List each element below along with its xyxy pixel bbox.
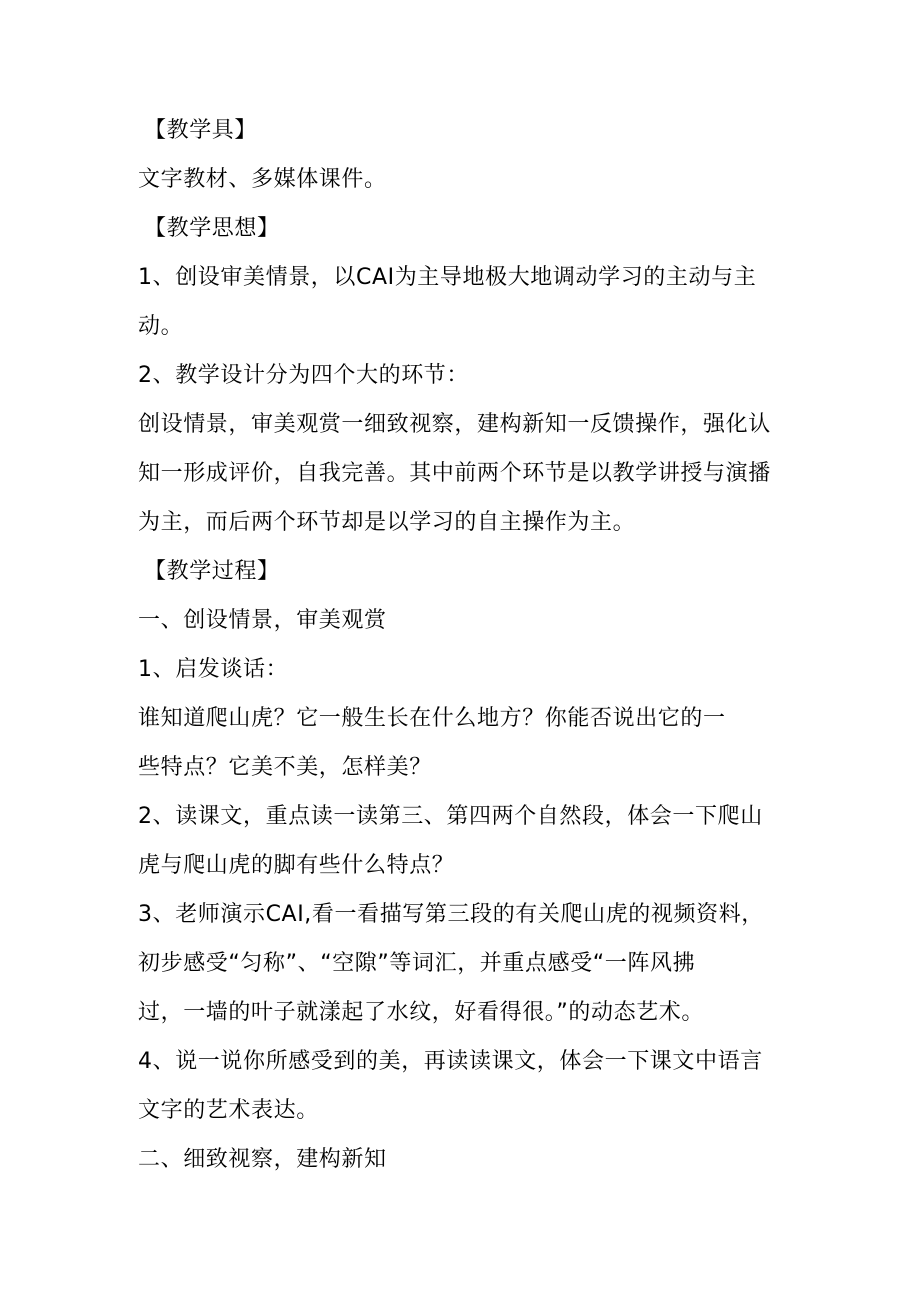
paragraph-line: 1、启发谈话： bbox=[138, 657, 289, 682]
paragraph-line: 虎与爬山虎的脚有些什么特点？ bbox=[138, 853, 455, 878]
paragraph-line: 谁知道爬山虎？它一般生长在什么地方？你能否说出它的一 bbox=[138, 706, 726, 731]
paragraph-line: 文字的艺术表达。 bbox=[138, 1098, 319, 1123]
paragraph-line: 初步感受“匀称”、“空隙”等词汇，并重点感受“一阵风拂 bbox=[138, 951, 696, 976]
paragraph-line: 动。 bbox=[138, 314, 184, 339]
subsection-heading: 一、创设情景，审美观赏 bbox=[138, 608, 387, 633]
paragraph-line: 2、读课文，重点读一读第三、第四两个自然段，体会一下爬山 bbox=[138, 804, 763, 829]
section-heading-teaching-process: 【教学过程】 bbox=[144, 559, 280, 584]
paragraph-line: 知一形成评价，自我完善。其中前两个环节是以教学讲授与演播 bbox=[138, 461, 771, 486]
paragraph-line: 创设情景，审美观赏一细致视察，建构新知一反馈操作，强化认 bbox=[138, 412, 771, 437]
subsection-heading: 二、细致视察，建构新知 bbox=[138, 1147, 387, 1172]
paragraph-line: 2、教学设计分为四个大的环节： bbox=[138, 363, 469, 388]
paragraph-line: 3、老师演示CAI,看一看描写第三段的有关爬山虎的视频资料， bbox=[138, 902, 764, 927]
paragraph-line: 些特点？它美不美，怎样美？ bbox=[138, 755, 432, 780]
paragraph-line: 为主，而后两个环节却是以学习的自主操作为主。 bbox=[138, 510, 636, 535]
paragraph-line: 过，一墙的叶子就漾起了水纹，好看得很。”的动态艺术。 bbox=[138, 1000, 704, 1025]
section-heading-teaching-tools: 【教学具】 bbox=[144, 118, 258, 143]
paragraph-line: 4、说一说你所感受到的美，再读读课文，体会一下课文中语言 bbox=[138, 1049, 763, 1074]
section-heading-teaching-idea: 【教学思想】 bbox=[144, 216, 280, 241]
paragraph-line: 1、创设审美情景，以CAI为主导地极大地调动学习的主动与主 bbox=[138, 265, 757, 290]
paragraph-line: 文字教材、多媒体课件。 bbox=[138, 167, 387, 192]
